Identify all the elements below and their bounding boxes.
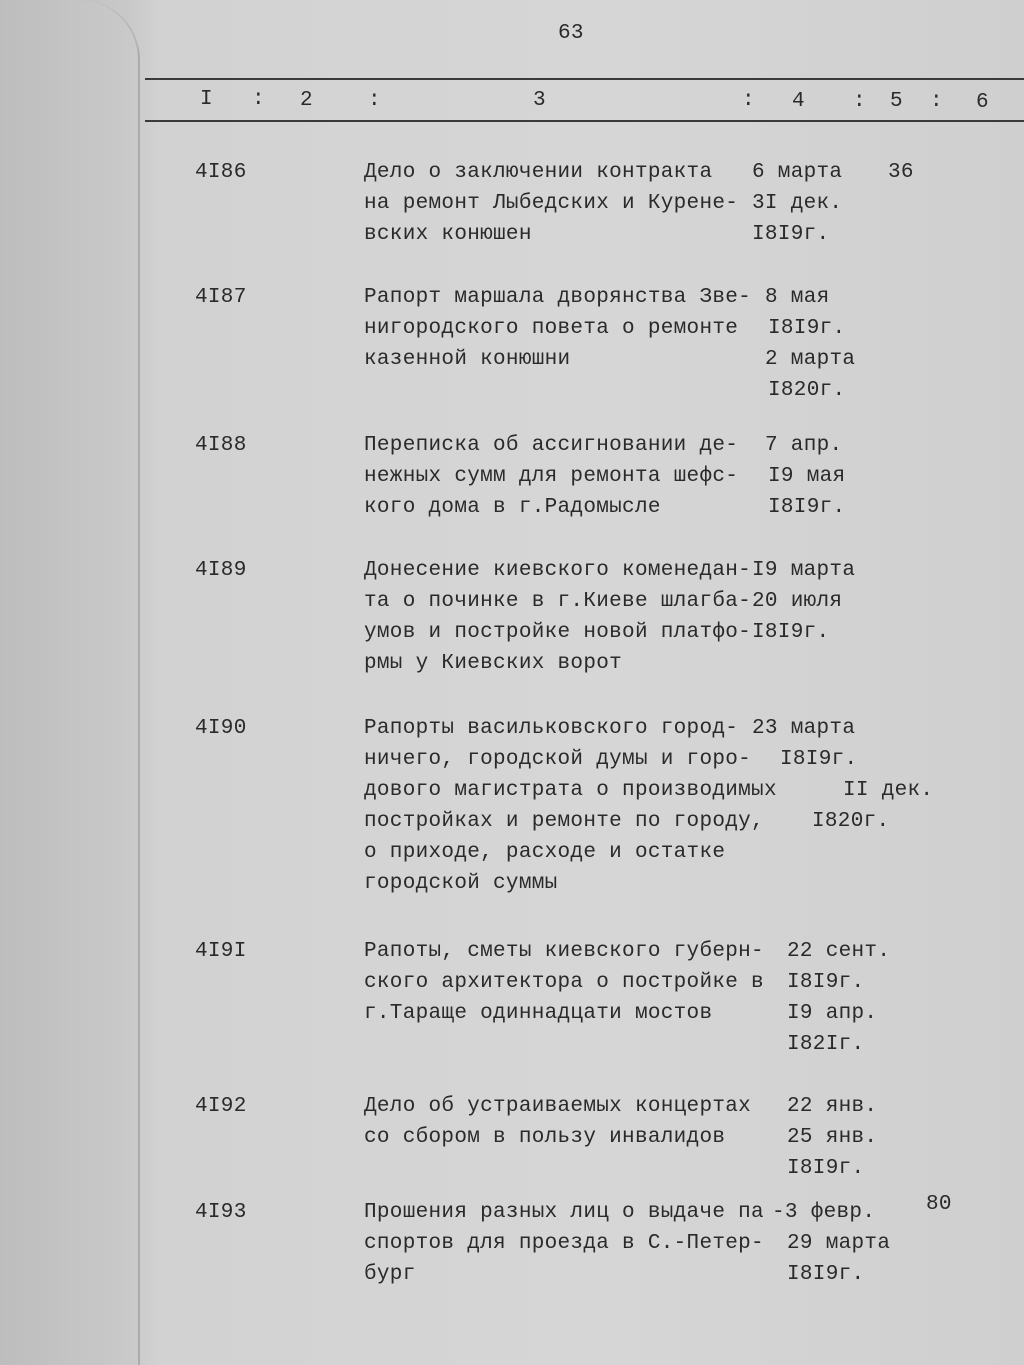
entry-date-line: 25 янв.: [787, 1126, 878, 1149]
entry-description-line: г.Таращe одиннадцати мостов: [364, 1002, 713, 1025]
entry-description-line: Переписка об ассигновании де-: [364, 434, 739, 457]
entry-description-line: нигородского повета о ремонте: [364, 317, 739, 340]
entry-description-line: ничего, городской думы и горо-: [364, 748, 752, 771]
entry-date-line: I8I9г.: [752, 621, 830, 644]
entry-number: 4I93: [195, 1201, 247, 1224]
entry-description-line: кого дома в г.Радомысле: [364, 496, 661, 519]
column-separator: :: [252, 88, 265, 112]
column-header-5: 5: [890, 90, 903, 113]
entry-date-line: 29 марта: [787, 1232, 891, 1255]
entry-description-line: со сбором в пользу инвалидов: [364, 1126, 726, 1149]
entry-description-line: Рапорт маршала дворянства Зве-: [364, 286, 752, 309]
entry-description-line: та о починке в г.Киеве шлагба-: [364, 590, 752, 613]
adjacent-page-edge: [0, 0, 140, 1365]
entry-date-line: I8I9г.: [787, 1157, 865, 1180]
entry-date-line: I82Iг.: [787, 1033, 865, 1056]
entry-description-line: городской суммы: [364, 872, 558, 895]
entry-description-line: Прошения разных лиц о выдаче па: [364, 1201, 764, 1224]
entry-description-line: на ремонт Лыбедских и Курене-: [364, 192, 739, 215]
header-rule-top: [145, 78, 1024, 80]
entry-description-line: ского архитектора о постройке в: [364, 971, 764, 994]
entry-description-line: Донесение киевского коменедан-: [364, 559, 752, 582]
entry-date-line: I9 апр.: [787, 1002, 878, 1025]
entry-number: 4I87: [195, 286, 247, 309]
entry-date-line: 20 июля: [752, 590, 843, 613]
entry-description-line: вских конюшен: [364, 223, 532, 246]
entry-date-line: I8I9г.: [768, 496, 846, 519]
entry-date-line: 7 апр.: [765, 434, 843, 457]
entry-date-line: I8I9г.: [768, 317, 846, 340]
entry-number: 4I9I: [195, 940, 247, 963]
entry-description-line: бург: [364, 1263, 416, 1286]
entry-date-line: I8I9г.: [787, 971, 865, 994]
entry-description-line: Рапоты, сметы киевского губерн-: [364, 940, 764, 963]
entry-description-line: казенной конюшни: [364, 348, 571, 371]
entry-number: 4I89: [195, 559, 247, 582]
entry-sheet-count: 36: [888, 161, 914, 184]
entry-description-line: умов и постройке новой платфо-: [364, 621, 752, 644]
column-header-4: 4: [792, 89, 805, 113]
entry-date-line: 6 марта: [752, 161, 843, 184]
entry-date-line: -3 февр.: [772, 1201, 876, 1224]
entry-date-line: 2 марта: [765, 348, 856, 371]
entry-description-line: спортов для проезда в С.-Петер-: [364, 1232, 764, 1255]
column-header-I: I: [200, 88, 213, 111]
page-number: 63: [558, 22, 584, 45]
entry-date-line: I820г.: [812, 810, 890, 833]
entry-date-line: 3I дек.: [752, 192, 843, 215]
entry-number: 4I88: [195, 434, 247, 457]
entry-description-line: Рапорты васильковского город-: [364, 717, 739, 740]
entry-description-line: рмы у Киевских ворот: [364, 652, 623, 675]
entry-date-line: I8I9г.: [787, 1263, 865, 1286]
entry-date-line: I9 марта: [752, 559, 856, 582]
entry-description-line: постройках и ремонте по городу,: [364, 810, 764, 833]
column-separator: :: [853, 89, 866, 113]
entry-date-line: 23 марта: [752, 717, 856, 740]
entry-number: 4I86: [195, 161, 247, 184]
column-header-3: 3: [533, 89, 546, 112]
entry-date-line: II дек.: [843, 779, 934, 802]
entry-date-line: I820г.: [768, 379, 846, 402]
column-header-6: 6: [976, 90, 989, 114]
entry-date-line: 8 мая: [765, 286, 830, 309]
entry-description-line: Дело об устраиваемых концертах: [364, 1095, 752, 1118]
entry-date-line: 22 сент.: [787, 940, 891, 963]
column-separator: :: [368, 88, 381, 112]
entry-date-line: I8I9г.: [780, 748, 858, 771]
entry-sheet-count: 80: [926, 1193, 952, 1216]
entry-description-line: нежных сумм для ремонта шефс-: [364, 465, 739, 488]
column-separator: :: [742, 89, 755, 113]
entry-date-line: 22 янв.: [787, 1095, 878, 1118]
header-rule-bottom: [145, 120, 1024, 122]
entry-description-line: о приходе, расходе и остатке: [364, 841, 726, 864]
column-separator: :: [930, 90, 943, 114]
entry-date-line: I9 мая: [768, 465, 846, 488]
entry-date-line: I8I9г.: [752, 223, 830, 246]
entry-number: 4I90: [195, 717, 247, 740]
column-header-2: 2: [300, 88, 313, 112]
entry-number: 4I92: [195, 1095, 247, 1118]
entry-description-line: дового магистрата о производимых: [364, 779, 777, 802]
entry-description-line: Дело о заключении контракта: [364, 161, 713, 184]
